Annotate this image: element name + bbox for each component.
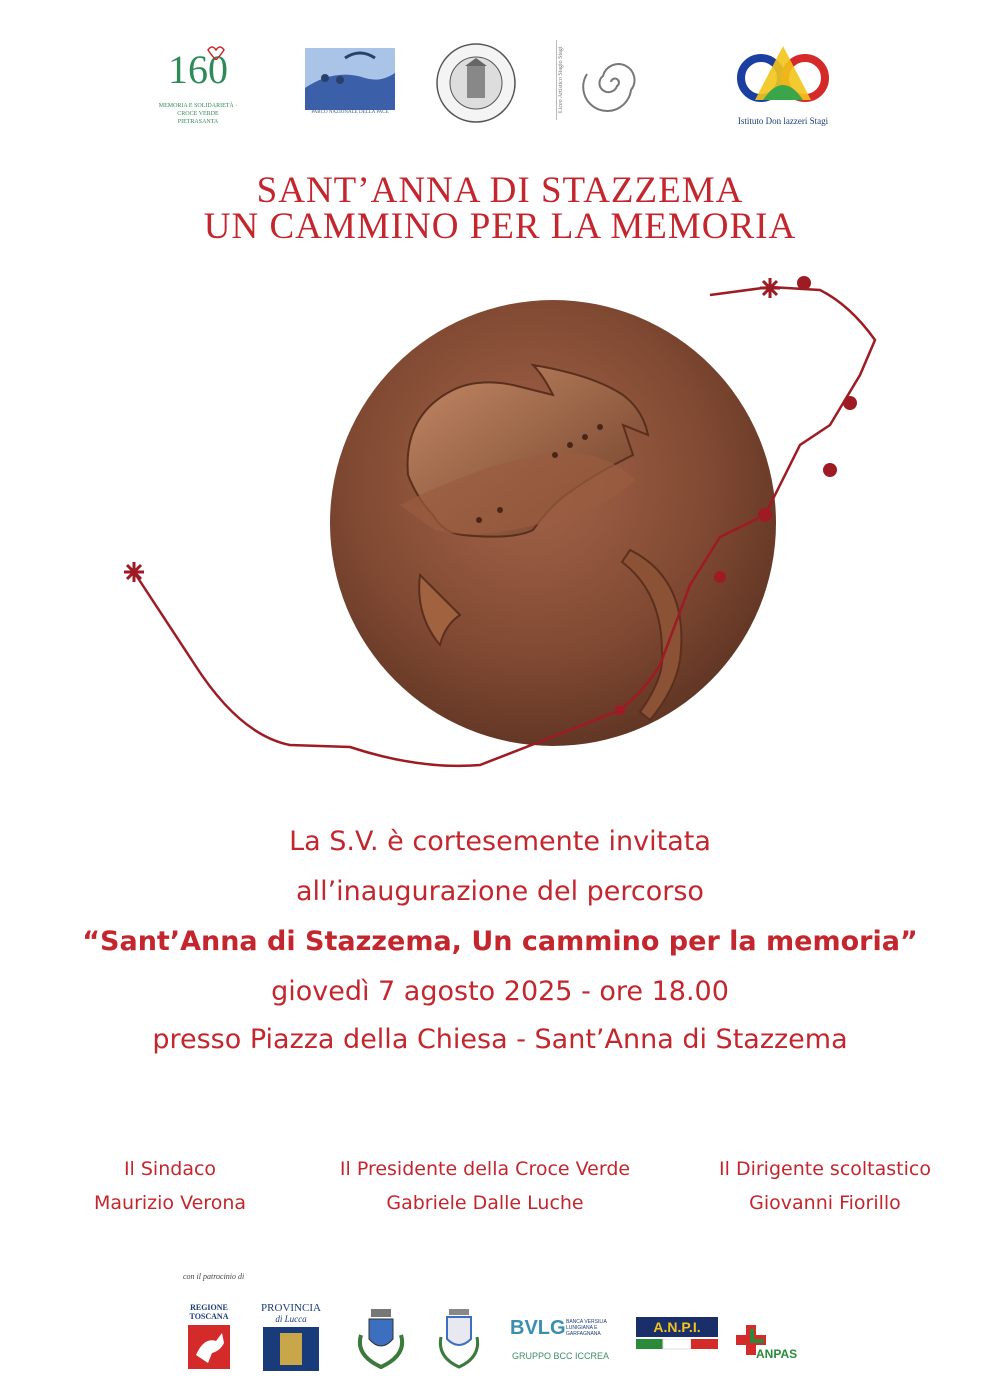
- bvlg-mark: BVLG: [510, 1317, 566, 1339]
- signatory-name: Giovanni Fiorillo: [749, 1192, 901, 1214]
- croce-verde-160-logo: [158, 40, 238, 125]
- anpas-logo: [736, 1325, 802, 1365]
- bronze-medallion-artwork: [100, 265, 900, 785]
- bvlg-group: GRUPPO BCC ICCREA: [512, 1351, 610, 1361]
- heart-icon: [158, 40, 238, 60]
- peace-park-emblem-icon: [305, 48, 395, 110]
- provincia-lucca-logo: [258, 1303, 324, 1369]
- pegasus-icon: [186, 1325, 232, 1369]
- patronage-label: con il patrocinio di: [183, 1272, 245, 1281]
- event-name: “Sant’Anna di Stazzema, Un cammino per la memoria”: [82, 926, 918, 957]
- end-star-icon: [760, 278, 780, 298]
- signatory-mayor: [55, 1152, 285, 1220]
- spiral-divider: [556, 40, 557, 120]
- spiral-icon: [556, 40, 656, 125]
- comune-pietrasanta-crest: [435, 1303, 483, 1369]
- logo-160-mark: 160: [168, 47, 228, 92]
- signatory-role: Il Presidente della Croce Verde: [339, 1158, 631, 1180]
- istituto-emblem-icon: [733, 42, 833, 112]
- patron-logo-strip: [0, 1295, 1000, 1375]
- istituto-don-lazzeri-stagi-logo: [733, 42, 833, 130]
- event-date-time: giovedì 7 agosto 2025 - ore 18.00: [271, 976, 729, 1007]
- signatory-role: Il Dirigente scoltastico: [719, 1158, 931, 1180]
- provincia-line2: di Lucca: [275, 1314, 307, 1324]
- start-star-icon: [124, 562, 144, 582]
- provincia-emblem-icon: [258, 1327, 324, 1371]
- crest-icon: [353, 1305, 409, 1369]
- anpas-label: ANPAS: [756, 1347, 798, 1361]
- regione-toscana-logo: [186, 1303, 232, 1369]
- anpi-label: A.N.P.I.: [653, 1319, 701, 1335]
- page-title-line2: UN CAMMINO PER LA MEMORIA: [203, 206, 797, 247]
- bvlg-bank-logo: [510, 1317, 626, 1369]
- liceo-stagi-spiral-logo: [556, 40, 656, 125]
- signatory-role: Il Sindaco: [123, 1158, 217, 1180]
- logo-160-caption: MEMORIA E SOLIDARIETÀ · CROCE VERDE PIETRASANTA: [158, 103, 238, 125]
- istituto-caption: Istituto Don lazzeri Stagi: [737, 116, 829, 126]
- event-location: presso Piazza della Chiesa - Sant’Anna di Stazzema: [152, 1024, 848, 1055]
- signatory-president: [300, 1152, 670, 1220]
- provincia-line1: PROVINCIA: [261, 1302, 321, 1314]
- spiral-caption: Liceo Artistico Stagio Stagi: [558, 46, 564, 114]
- invite-line1: La S.V. è cortesemente invitata: [289, 826, 711, 857]
- martiri-seal-icon: [435, 42, 517, 124]
- bvlg-subtitle: BANCA VERSILIA LUNIGIANA E GARFAGNANA: [566, 1319, 607, 1337]
- comune-stazzema-crest: [353, 1305, 409, 1369]
- crest-icon: [435, 1303, 483, 1369]
- regione-label: REGIONE TOSCANA: [189, 1303, 229, 1321]
- medallion-disc: [330, 300, 776, 746]
- anpi-logo: [636, 1317, 718, 1361]
- parco-nazionale-pace-logo: [305, 48, 395, 120]
- signatory-name: Gabriele Dalle Luche: [386, 1192, 584, 1214]
- top-logo-strip: [0, 40, 1000, 135]
- invite-line2: all’inaugurazione del percorso: [296, 876, 704, 907]
- peace-park-caption: PARCO NAZIONALE DELLA PACE: [311, 110, 389, 115]
- signatory-headmaster: [690, 1152, 960, 1220]
- page-title-line1: SANT’ANNA DI STAZZEMA: [256, 170, 744, 211]
- signatory-name: Maurizio Verona: [94, 1192, 246, 1214]
- anpi-flag-icon: [636, 1339, 718, 1355]
- associazione-martiri-seal-logo: [435, 42, 517, 124]
